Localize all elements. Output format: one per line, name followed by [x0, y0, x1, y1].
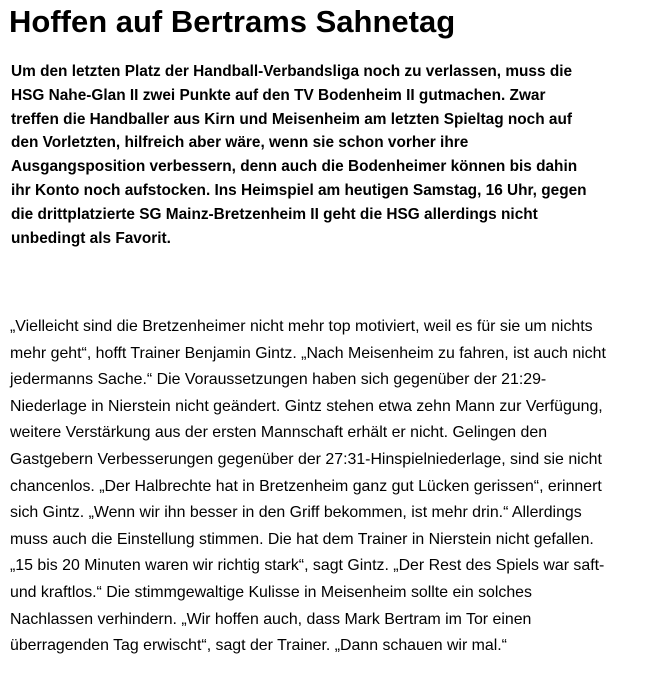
body-line: sich Gintz. „Wenn wir ihn besser in den Griff bekommen, ist mehr drin.“ Allerdings	[10, 504, 582, 522]
body-line: „Vielleicht sind die Bretzenheimer nicht mehr top motiviert, weil es für sie um nichts	[10, 318, 593, 335]
lead-line: treffen die Handballer aus Kirn und Meisenheim am letzten Spieltag noch auf	[11, 110, 572, 128]
body-line: Gastgebern Verbesserungen gegenüber der 27:31-Hinspielniederlage, sind sie nicht	[10, 450, 602, 468]
lead-line: unbedingt als Favorit.	[11, 229, 171, 247]
body-line: Niederlage in Nierstein nicht geändert. Gintz stehen etwa zehn Mann zur Verfügung,	[10, 397, 603, 415]
body-line: weitere Verstärkung aus der ersten Mannschaft erhält er nicht. Gelingen den	[10, 424, 548, 442]
body-line: muss auch die Einstellung stimmen. Die hat dem Trainer in Nierstein nicht gefallen.	[10, 530, 594, 548]
body-line: chancenlos. „Der Halbrechte hat in Bretzenheim ganz gut Lücken gerissen“, erinnert	[10, 477, 602, 495]
lead-line: den Vorletzten, hilfreich aber wäre, wenn sie schon vorher ihre	[11, 134, 469, 152]
lead-line: ihr Konto noch aufstocken. Ins Heimspiel am heutigen Samstag, 16 Uhr, gegen	[11, 181, 587, 199]
lead-line: die drittplatzierte SG Mainz-Bretzenheim II geht die HSG allerdings nicht	[11, 205, 538, 223]
body-line: jedermanns Sache.“ Die Voraussetzungen haben sich gegenüber der 21:29-	[10, 371, 547, 389]
body-line: Nachlassen verhindern. „Wir hoffen auch, dass Mark Bertram im Tor einen	[10, 610, 532, 628]
body-line: überragenden Tag erwischt“, sagt der Trainer. „Dann schauen wir mal.“	[10, 637, 507, 655]
article-lead	[11, 60, 587, 250]
article-headline: Hoffen auf Bertrams Sahnetag	[9, 4, 456, 39]
lead-line: Um den letzten Platz der Handball-Verbandsliga noch zu verlassen, muss die	[11, 63, 573, 80]
article-body	[10, 314, 606, 660]
lead-line: HSG Nahe-Glan II zwei Punkte auf den TV Bodenheim II gutmachen. Zwar	[11, 86, 546, 104]
lead-line: Ausgangsposition verbessern, denn auch die Bodenheimer können bis dahin	[11, 158, 578, 176]
body-line: „15 bis 20 Minuten waren wir richtig stark“, sagt Gintz. „Der Rest des Spiels war saft-	[10, 557, 605, 575]
body-line: und kraftlos.“ Die stimmgewaltige Kulisse in Meisenheim sollte ein solches	[10, 583, 532, 601]
body-line: mehr geht“, hofft Trainer Benjamin Gintz. „Nach Meisenheim zu fahren, ist auch nicht	[10, 344, 606, 362]
